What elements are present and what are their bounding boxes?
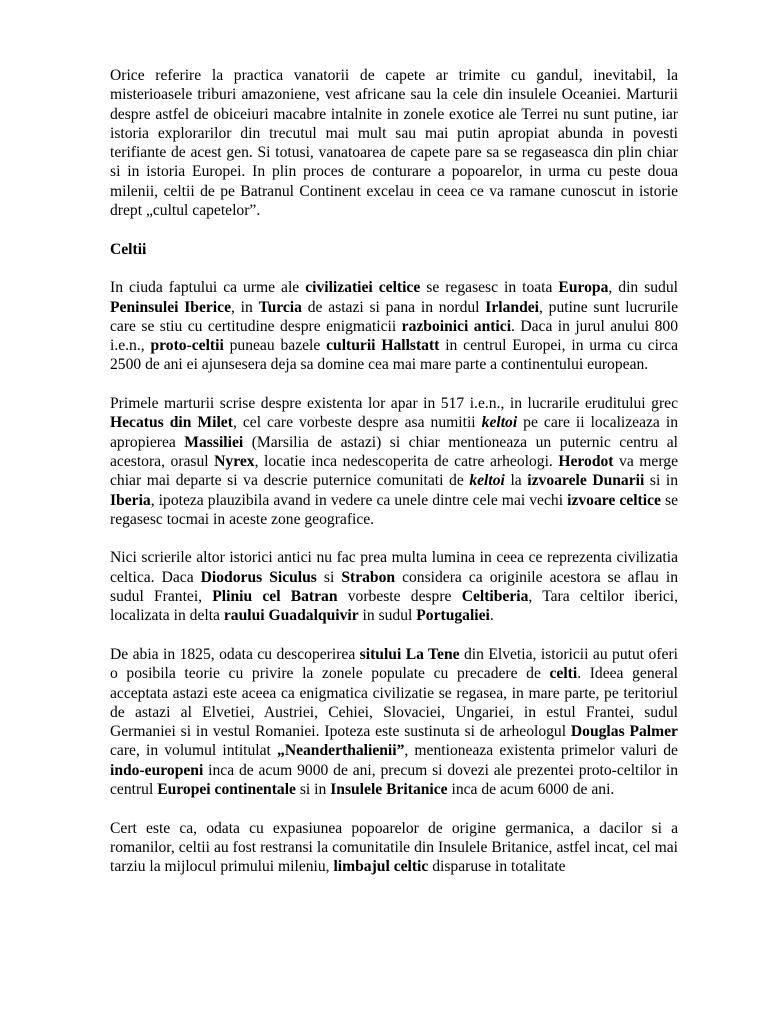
emphasis-term: izvoare celtice (567, 491, 661, 509)
emphasis-term: Insulele Britanice (330, 780, 448, 798)
emphasis-term: Diodorus Siculus (200, 568, 317, 586)
emphasis-term: izvoarele Dunarii (527, 472, 645, 490)
emphasis-term: Hecatus din Milet (110, 414, 233, 432)
emphasis-term: Turcia (258, 298, 302, 316)
emphasis-term: Celtiberia (461, 588, 529, 606)
paragraph-5: Cert este ca, odata cu expasiunea popoarelor de origine germanica, a dacilor si a romanilor, celtii au fost restransi la comunitatile din Insulele Britanice, astfel incat, cel mai tarziu la mijlocul primului mileniu, limbajul celtic disparuse in totalitate (110, 819, 678, 876)
document-page (110, 66, 678, 876)
paragraph-3: Nici scrierile altor istorici antici nu fac prea multa lumina in ceea ce reprezenta civilizatia celtica. Daca Diodorus Siculus si Strabon considera ca originile acestora se aflau in sudul Frantei, Pliniu cel Batran vorbeste despre Celtiberia, Tara celtilor iberici, localizata in delta raului Guadalquivir in sudul Portugaliei. (110, 549, 679, 625)
section-heading: Celtii (110, 240, 147, 258)
paragraph-2: Primele marturii scrise despre existenta lor apar in 517 i.e.n., in lucrarile eruditului grec Hecatus din Milet, cel care vorbeste despre asa numitii keltoi pe care ii localizeaza in apropierea Massiliei (Marsilia de astazi) si chiar mentioneaza un puternic centru al acestora, orasul Nyrex, locatie inca nedescoperita de catre arheologi. Herodot va merge chiar mai departe si va descrie puternice comunitati de keltoi la izvoarele Dunarii si in Iberia, ipoteza plauzibila avand in vedere ca unele dintre cele mai vechi izvoare celtice se regasesc tocmai in aceste zone geografice. (110, 395, 678, 528)
emphasis-term: raului Guadalquivir (223, 607, 359, 625)
emphasis-term: proto-celtii (150, 337, 224, 355)
emphasis-term: keltoi (481, 414, 518, 432)
emphasis-term: limbajul celtic (333, 858, 429, 876)
emphasis-term: Europa (558, 279, 609, 297)
intro-paragraph: Orice referire la practica vanatorii de capete ar trimite cu gandul, inevitabil, la misterioasele triburi amazoniene, vest africane sau la cele din insulele Oceaniei. Marturii despre astfel de obiceiuri macabre intalnite in zonele exotice ale Terrei nu sunt putine, iar istoria explorarilor din trecutul mai mult sau mai putin apropiat abunda in povesti terifiante de acest gen. Si totusi, vanatoarea de capete pare sa se regaseasca din plin chiar si in istoria Europei. In plin proces de conturare a popoarelor, in urma cu peste doua milenii, celtii de pe Batranul Continent excelau in ceea ce va ramane cunoscut in istorie drept „cultul capetelor”. (110, 67, 678, 220)
emphasis-term: Portugaliei (416, 607, 490, 625)
emphasis-term: keltoi (469, 472, 505, 490)
emphasis-term: razboinici antici (401, 317, 512, 335)
emphasis-term: Massiliei (184, 433, 244, 451)
emphasis-term: Pliniu cel Batran (212, 588, 338, 606)
emphasis-term: Peninsulei Iberice (110, 298, 231, 316)
emphasis-term: Iberia (110, 491, 151, 509)
emphasis-term: Strabon (341, 568, 396, 586)
emphasis-term: culturii Hallstatt (326, 337, 440, 355)
emphasis-term: Irlandei (485, 298, 539, 316)
emphasis-term: indo-europeni (110, 761, 204, 779)
emphasis-term: celti (549, 665, 578, 683)
emphasis-term: sitului La Tene (359, 645, 460, 663)
emphasis-term: Herodot (558, 452, 614, 470)
emphasis-term: Douglas Palmer (570, 723, 678, 741)
emphasis-term: Europei continentale (157, 780, 296, 798)
paragraph-1: In ciuda faptului ca urme ale civilizatiei celtice se regasesc in toata Europa, din sudul Peninsulei Iberice, in Turcia de astazi si pana in nordul Irlandei, putine sunt lucrurile care se stiu cu certitudine despre enigmaticii razboinici antici. Daca in jurul anului 800 i.e.n., proto-celtii puneau bazele culturii Hallstatt in centrul Europei, in urma cu circa 2500 de ani ei ajunsesera deja sa domine cea mai mare parte a continentului european. (110, 279, 679, 374)
paragraph-4: De abia in 1825, odata cu descoperirea sitului La Tene din Elvetia, istoricii au putut oferi o posibila teorie cu privire la zonele populate cu precadere de celti. Ideea general acceptata astazi este aceea ca enigmatica civilizatie se regasea, in mare parte, pe teritoriul de astazi al Elvetiei, Austriei, Cehiei, Slovaciei, Ungariei, in estul Frantei, sudul Germaniei si in vestul Romaniei. Ipoteza este sustinuta si de arheologul Douglas Palmer care, in volumul intitulat „Neanderthalienii”, mentioneaza existenta primelor valuri de indo-europeni inca de acum 9000 de ani, precum si dovezi ale prezentei proto-celtilor in centrul Europei continentale si in Insulele Britanice inca de acum 6000 de ani. (110, 645, 678, 798)
emphasis-term: Nyrex (214, 452, 255, 470)
emphasis-term: civilizatiei celtice (305, 279, 421, 297)
emphasis-term: „Neanderthalienii” (277, 742, 405, 760)
